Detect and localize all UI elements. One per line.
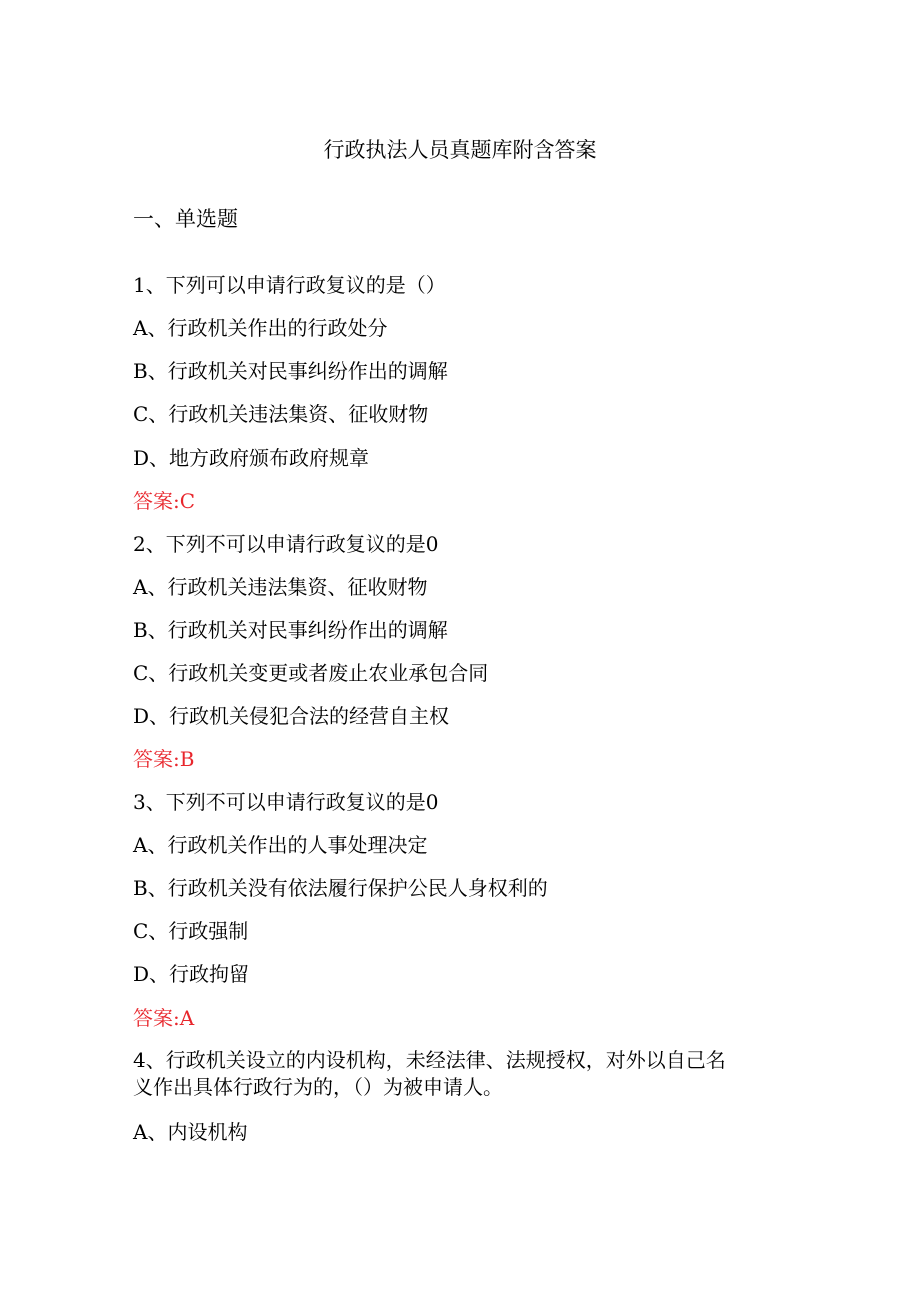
question-2-option-b: B、行政机关对民事纠纷作出的调解 <box>133 618 448 642</box>
question-4-stem-line-2: 义作出具体行政行为的，（）为被申请人。 <box>133 1075 503 1099</box>
question-4-stem-line-1: 4、行政机关设立的内设机构，未经法律、法规授权，对外以自己名 <box>133 1048 726 1072</box>
question-1-option-d: D、地方政府颁布政府规章 <box>133 446 370 470</box>
question-3-option-c: C、行政强制 <box>133 919 249 943</box>
question-3-option-d: D、行政拘留 <box>133 962 250 986</box>
question-3-option-b: B、行政机关没有依法履行保护公民人身权利的 <box>133 876 548 900</box>
question-2-option-c: C、行政机关变更或者废止农业承包合同 <box>133 661 489 685</box>
question-1-stem: 1、下列可以申请行政复议的是（） <box>133 273 446 297</box>
question-3-option-a: A、行政机关作出的人事处理决定 <box>133 833 428 857</box>
question-1-option-c: C、行政机关违法集资、征收财物 <box>133 402 429 426</box>
section-title: 一、单选题 <box>133 207 238 231</box>
question-2-option-a: A、行政机关违法集资、征收财物 <box>133 575 428 599</box>
question-3-stem: 3、下列不可以申请行政复议的是0 <box>133 790 439 814</box>
question-4-stem <box>133 1047 783 1101</box>
question-1-answer: 答案:C <box>133 489 196 513</box>
question-1-option-a: A、行政机关作出的行政处分 <box>133 316 388 340</box>
document-title: 行政执法人员真题库附含答案 <box>323 138 597 162</box>
question-2-stem: 2、下列不可以申请行政复议的是0 <box>133 532 439 556</box>
question-1-option-b: B、行政机关对民事纠纷作出的调解 <box>133 359 448 383</box>
question-3-answer: 答案:A <box>133 1006 195 1030</box>
question-4-option-a: A、内设机构 <box>133 1120 248 1144</box>
question-2-answer: 答案:B <box>133 747 195 771</box>
question-2-option-d: D、行政机关侵犯合法的经营自主权 <box>133 704 450 728</box>
